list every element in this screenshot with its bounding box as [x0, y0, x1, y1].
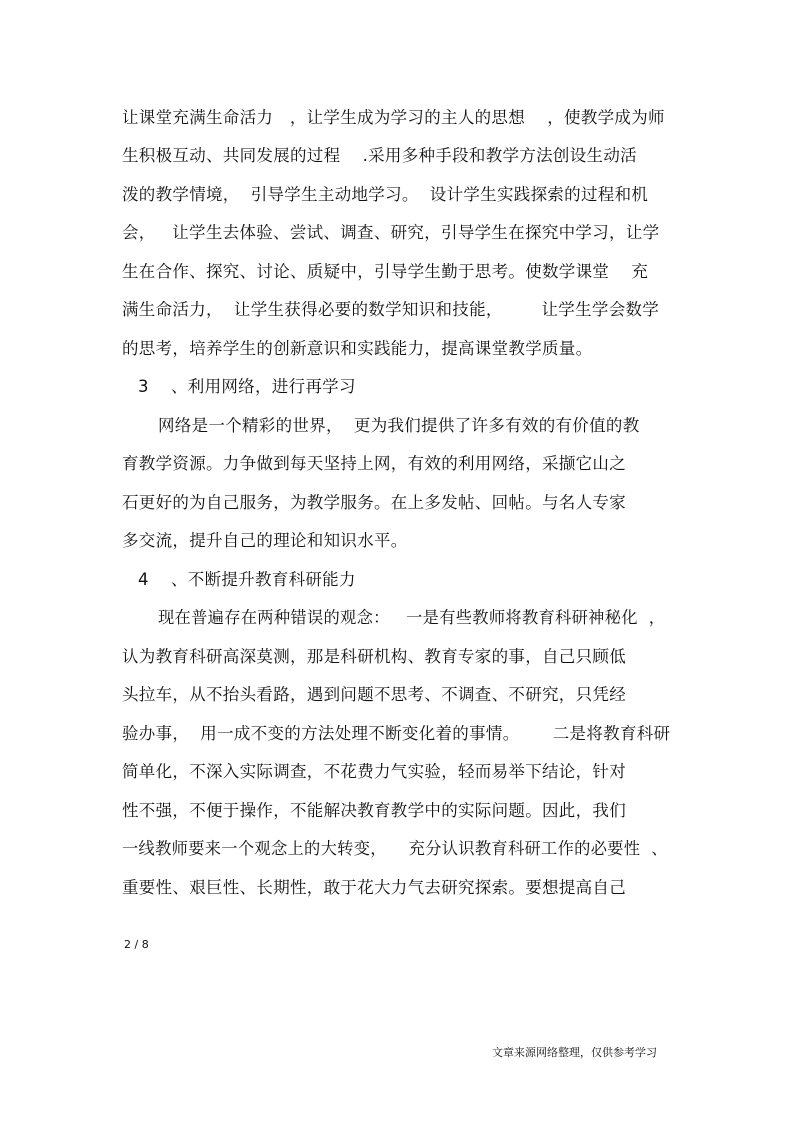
body-text-line: 生积极互动、共同发展的过程 .采用多种手段和教学方法创设生动活 — [122, 146, 637, 165]
body-text-line: 让课堂充满生命活力 ，让学生成为学习的主人的思想 ，使教学成为师 — [122, 108, 665, 127]
body-text-line: 泼的教学情境， 引导学生主动地学习。 设计学生实践探索的过程和机 — [122, 185, 649, 204]
body-text-line: 网络是一个精彩的世界， 更为我们提供了许多有效的有价值的教 — [158, 416, 640, 435]
body-text-line: 育教学资源。力争做到每天坚持上网，有效的利用网络，采撷它山之 — [122, 454, 626, 473]
body-text-line: 满生命活力， 让学生获得必要的数学知识和技能， 让学生学会数学 — [122, 300, 660, 319]
page-number: 2 / 8 — [124, 938, 149, 951]
footer-note: 文章来源网络整理，仅供参考学习 — [492, 1046, 657, 1059]
body-text-line: 会， 让学生去体验、尝试、调查、研究，引导学生在探究中学习，让学 — [122, 223, 660, 242]
body-text-line: 认为教育科研高深莫测，那是科研机构、教育专家的事，自己只顾低 — [122, 647, 626, 666]
body-text-line: 验办事， 用一成不变的方法处理不断变化着的事情。 二是将教育科研 — [122, 724, 671, 743]
section-heading: 4 、不断提升教育科研能力 — [138, 570, 356, 589]
body-text-line: 多交流，提升自己的理论和知识水平。 — [122, 531, 408, 550]
body-text-line: 头拉车，从不抬头看路，遇到问题不思考、不调查、不研究，只凭经 — [122, 685, 626, 704]
body-text-line: 性不强，不便于操作，不能解决教育教学中的实际问题。因此，我们 — [122, 801, 626, 820]
body-text-line: 石更好的为自己服务，为教学服务。在上多发帖、回帖。与名人专家 — [122, 493, 626, 512]
body-text-line: 一线教师要来一个观念上的大转变， 充分认识教育科研工作的必要性 、 — [122, 839, 668, 858]
body-text-line: 简单化，不深入实际调查，不花费力气实验，轻而易举下结论，针对 — [122, 762, 626, 781]
body-text-line: 的思考，培养学生的创新意识和实践能力，提高课堂教学质量。 — [122, 339, 593, 358]
section-heading: 3 、利用网络，进行再学习 — [138, 377, 356, 396]
body-text-line: 现在普遍存在两种错误的观念： 一是有些教师将教育科研神秘化 ， — [158, 608, 666, 627]
body-text-line: 重要性、艰巨性、长期性，敢于花大力气去研究探索。要想提高自己 — [122, 878, 626, 897]
body-text-line: 生在合作、探究、讨论、质疑中，引导学生勤于思考。使数学课堂 充 — [122, 262, 649, 281]
